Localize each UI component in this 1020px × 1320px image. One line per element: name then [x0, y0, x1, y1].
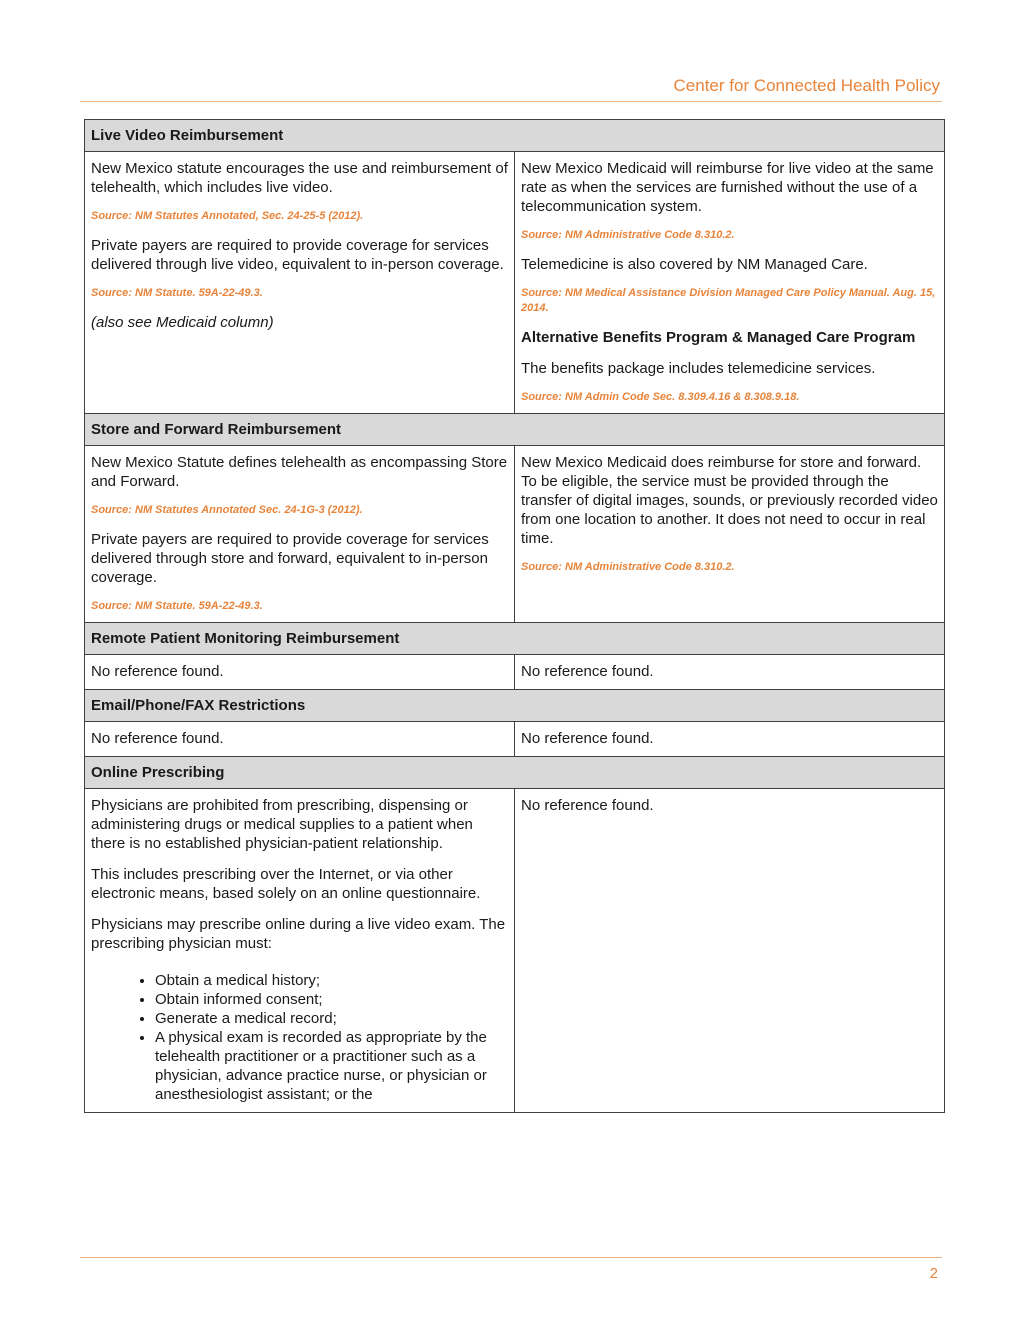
section-header-store-forward — [85, 414, 945, 446]
subheading: Alternative Benefits Program & Managed Care Program — [521, 329, 916, 346]
source-citation: Source: NM Medical Assistance Division Managed Care Policy Manual. Aug. 15, 2014. — [521, 287, 936, 314]
private-payer-cell — [85, 446, 515, 623]
section-heading: Online Prescribing — [85, 757, 945, 789]
section-header-online-prescribing — [85, 757, 945, 789]
section-heading: Store and Forward Reimbursement — [85, 414, 945, 446]
list-item: • Generate a medical record; — [155, 1009, 508, 1028]
source-citation: Source: NM Statutes Annotated Sec. 24-1G-3 (2012). — [91, 504, 363, 516]
paragraph: New Mexico Statute defines telehealth as encompassing Store and Forward. — [91, 454, 508, 490]
source-citation: Source: NM Statute. 59A-22-49.3. — [91, 600, 263, 612]
medicaid-cell: No reference found. — [515, 789, 945, 1113]
policy-table — [84, 119, 945, 1113]
paragraph: The benefits package includes telemedicine services. — [521, 360, 876, 377]
paragraph-note: (also see Medicaid column) — [91, 314, 274, 331]
paragraph: Physicians may prescribe online during a live video exam. The prescribing physician must: — [91, 916, 506, 952]
section-heading: Email/Phone/FAX Restrictions — [85, 690, 945, 722]
medicaid-cell: No reference found. — [515, 655, 945, 690]
section-heading: Live Video Reimbursement — [85, 120, 945, 152]
page-number: 2 — [929, 1265, 938, 1282]
private-payer-cell: No reference found. — [85, 655, 515, 690]
source-citation: Source: NM Admin Code Sec. 8.309.4.16 & 8.308.9.18. — [521, 391, 800, 403]
paragraph: Physicians are prohibited from prescribing, dispensing or administering drugs or medical supplies to a patient when there is no established physician-patient relationship. — [91, 797, 473, 852]
footer-divider — [80, 1257, 942, 1258]
section-header-email-phone-fax — [85, 690, 945, 722]
medicaid-cell — [515, 446, 945, 623]
source-citation: Source: NM Administrative Code 8.310.2. — [521, 561, 735, 573]
list-item: • Obtain a medical history; — [155, 971, 508, 990]
section-row-store-forward — [85, 446, 945, 623]
medicaid-cell — [515, 152, 945, 414]
paragraph: Private payers are required to provide coverage for services delivered through store and forward, equivalent to in-person coverage. — [91, 531, 489, 586]
private-payer-cell — [85, 789, 515, 1113]
requirement-list — [91, 971, 508, 1104]
section-header-live-video — [85, 120, 945, 152]
paragraph: This includes prescribing over the Internet, or via other electronic means, based solely on an online questionnaire. — [91, 866, 481, 902]
list-item: • A physical exam is recorded as appropriate by the telehealth practitioner or a practitioner such as a physician, advance practice nurse, or physician or anesthesiologist assistant; or the — [155, 1028, 508, 1104]
paragraph: New Mexico Medicaid will reimburse for live video at the same rate as when the services are furnished without the use of a telecommunication system. — [521, 160, 934, 215]
header-divider — [80, 101, 942, 102]
private-payer-cell — [85, 152, 515, 414]
header-title: Center for Connected Health Policy — [673, 76, 940, 95]
list-item: • Obtain informed consent; — [155, 990, 508, 1009]
paragraph: New Mexico statute encourages the use and reimbursement of telehealth, which includes live video. — [91, 160, 508, 196]
section-header-remote-monitoring — [85, 623, 945, 655]
source-citation: Source: NM Statute. 59A-22-49.3. — [91, 287, 263, 299]
source-citation: Source: NM Administrative Code 8.310.2. — [521, 229, 735, 241]
section-row-online-prescribing — [85, 789, 945, 1113]
paragraph: New Mexico Medicaid does reimburse for store and forward. To be eligible, the service must be provided through the transfer of digital images, sounds, or previously recorded video from one location to another. It does not need to occur in real time. — [521, 454, 938, 547]
section-row-live-video — [85, 152, 945, 414]
paragraph: Private payers are required to provide coverage for services delivered through live video, equivalent to in-person coverage. — [91, 237, 504, 273]
medicaid-cell: No reference found. — [515, 722, 945, 757]
private-payer-cell: No reference found. — [85, 722, 515, 757]
source-citation: Source: NM Statutes Annotated, Sec. 24-25-5 (2012). — [91, 210, 364, 222]
section-heading: Remote Patient Monitoring Reimbursement — [85, 623, 945, 655]
section-row-remote-monitoring — [85, 655, 945, 690]
paragraph: Telemedicine is also covered by NM Managed Care. — [521, 256, 868, 273]
section-row-email-phone-fax — [85, 722, 945, 757]
